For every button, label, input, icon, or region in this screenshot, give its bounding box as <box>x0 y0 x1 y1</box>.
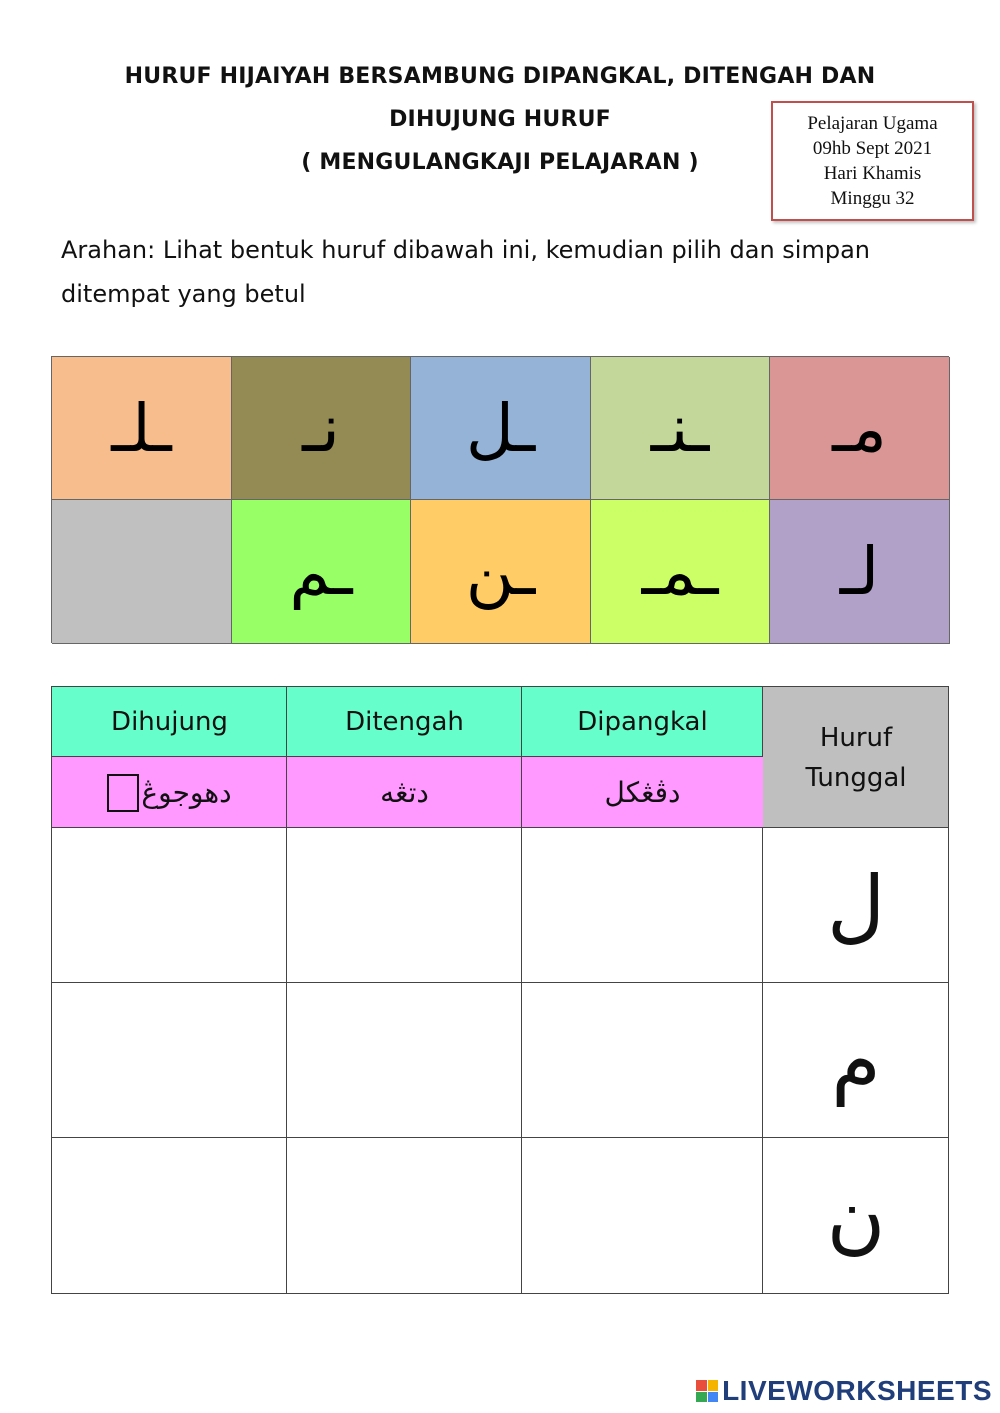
drop-zone-mim-ditengah[interactable] <box>286 982 522 1138</box>
jawi-header-ditengah: دتڠه <box>286 756 522 828</box>
logo-text: LIVEWORKSHEETS <box>722 1375 992 1406</box>
drop-zone-nun-dipangkal[interactable] <box>521 1137 763 1294</box>
letter-tile[interactable]: ـلـ <box>52 357 232 500</box>
letter-tile[interactable]: ـن <box>411 500 591 644</box>
drop-zone-lam-dipangkal[interactable] <box>521 827 763 983</box>
letter-tile-empty <box>52 500 232 644</box>
title-line-2: DIHUJUNG HURUF <box>389 107 611 132</box>
drop-zone-nun-ditengah[interactable] <box>286 1137 522 1294</box>
drop-zone-lam-ditengah[interactable] <box>286 827 522 983</box>
liveworksheets-logo <box>696 1375 992 1407</box>
drop-zone-mim-dipangkal[interactable] <box>521 982 763 1138</box>
date-label: 09hb Sept 2021 <box>812 138 933 159</box>
logo-icon <box>696 1380 718 1402</box>
header-tunggal-label: Tunggal <box>805 762 907 793</box>
instruction-text: Arahan: Lihat bentuk huruf dibawah ini, kemudian pilih dan simpan ditempat yang betul <box>61 236 871 308</box>
header-dipangkal: Dipangkal <box>521 686 763 757</box>
day-label: Hari Khamis <box>823 163 922 184</box>
letter-tile[interactable]: نـ <box>232 357 411 500</box>
jawi-header-dihujung <box>51 756 287 828</box>
letter-tile[interactable]: ـمـ <box>591 500 770 644</box>
jawi-dihujung-text: دهوجوڠ <box>141 776 232 809</box>
title-line-1: HURUF HIJAIYAH BERSAMBUNG DIPANGKAL, DITENGAH DAN <box>124 64 876 89</box>
letter-tile[interactable]: ـم <box>232 500 411 644</box>
subject-label: Pelajaran Ugama <box>807 113 938 134</box>
header-dihujung: Dihujung <box>51 686 287 757</box>
letter-tile[interactable]: ـل <box>411 357 591 500</box>
letter-tile[interactable]: ـنـ <box>591 357 770 500</box>
title-line-3: ( MENGULANGKAJI PELAJARAN ) <box>301 150 699 175</box>
letter-tile[interactable]: مـ <box>770 357 950 500</box>
week-label: Minggu 32 <box>830 188 915 209</box>
drop-zone-mim-dihujung[interactable] <box>51 982 287 1138</box>
header-ditengah: Ditengah <box>286 686 522 757</box>
header-huruf-label: Huruf <box>819 722 893 753</box>
answer-table <box>51 686 949 1294</box>
drop-zone-lam-dihujung[interactable] <box>51 827 287 983</box>
single-letter-mim: م <box>762 982 949 1138</box>
letter-tile[interactable]: لـ <box>770 500 950 644</box>
missing-glyph-box <box>107 774 139 812</box>
single-letter-lam: ل <box>762 827 949 983</box>
single-letter-nun: ن <box>762 1137 949 1294</box>
header-huruf-tunggal <box>762 686 949 828</box>
lesson-info-box <box>771 101 974 221</box>
jawi-header-dipangkal: دڤڠكل <box>521 756 763 828</box>
letter-bank <box>51 356 949 643</box>
drop-zone-nun-dihujung[interactable] <box>51 1137 287 1294</box>
